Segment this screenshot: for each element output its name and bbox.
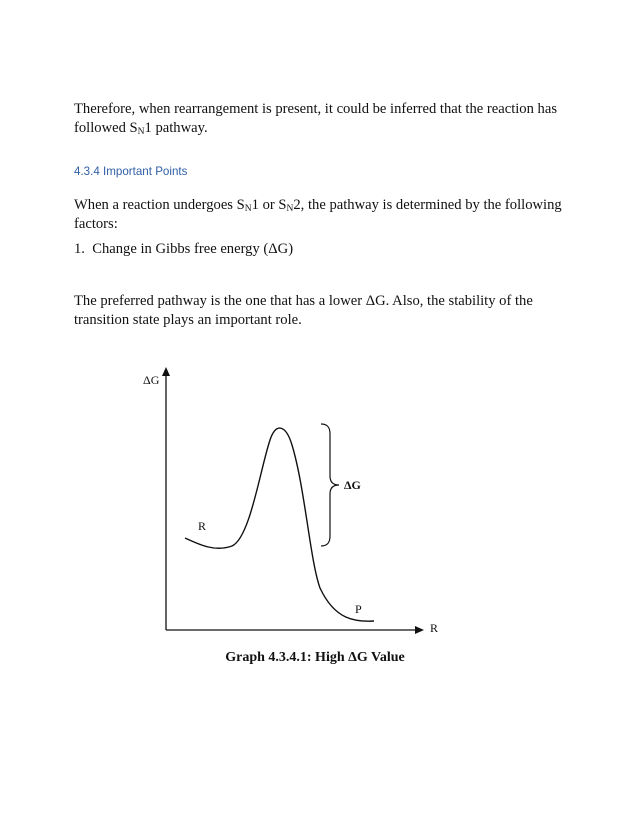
x-axis-label: R xyxy=(430,621,439,635)
reactant-label: R xyxy=(198,519,207,533)
product-label: P xyxy=(355,602,362,616)
paragraph-text: 1 pathway. xyxy=(144,119,208,136)
list-number: 1. xyxy=(74,241,85,257)
energy-curve xyxy=(185,428,374,621)
y-axis-label: ΔG xyxy=(143,373,160,387)
subscript: N xyxy=(244,204,252,214)
paragraph-text: When a reaction undergoes S xyxy=(74,197,245,213)
delta-g-annotation: ΔG xyxy=(344,478,361,492)
graph-caption: Graph 4.3.4.1: High ΔG Value xyxy=(225,650,405,665)
section-heading: 4.3.4 Important Points xyxy=(74,165,188,178)
subscript: N xyxy=(137,126,145,137)
paragraph-text: 1 or S xyxy=(251,197,287,213)
paragraph-text: Therefore, when rearrangement is present, it could be inferred that the reaction has followed S xyxy=(74,101,557,136)
subscript: N xyxy=(286,204,294,214)
list-item-text: Change in Gibbs free energy (ΔG) xyxy=(92,241,294,257)
paragraph-text: 2, the pathway is determined by the following factors: xyxy=(74,197,562,232)
y-axis-arrow-icon xyxy=(162,367,170,376)
delta-g-brace xyxy=(321,424,339,546)
paragraph-preferred-pathway: The preferred pathway is the one that has a lower ΔG. Also, the stability of the transition state plays an important role. xyxy=(74,293,533,328)
x-axis-arrow-icon xyxy=(415,626,424,634)
